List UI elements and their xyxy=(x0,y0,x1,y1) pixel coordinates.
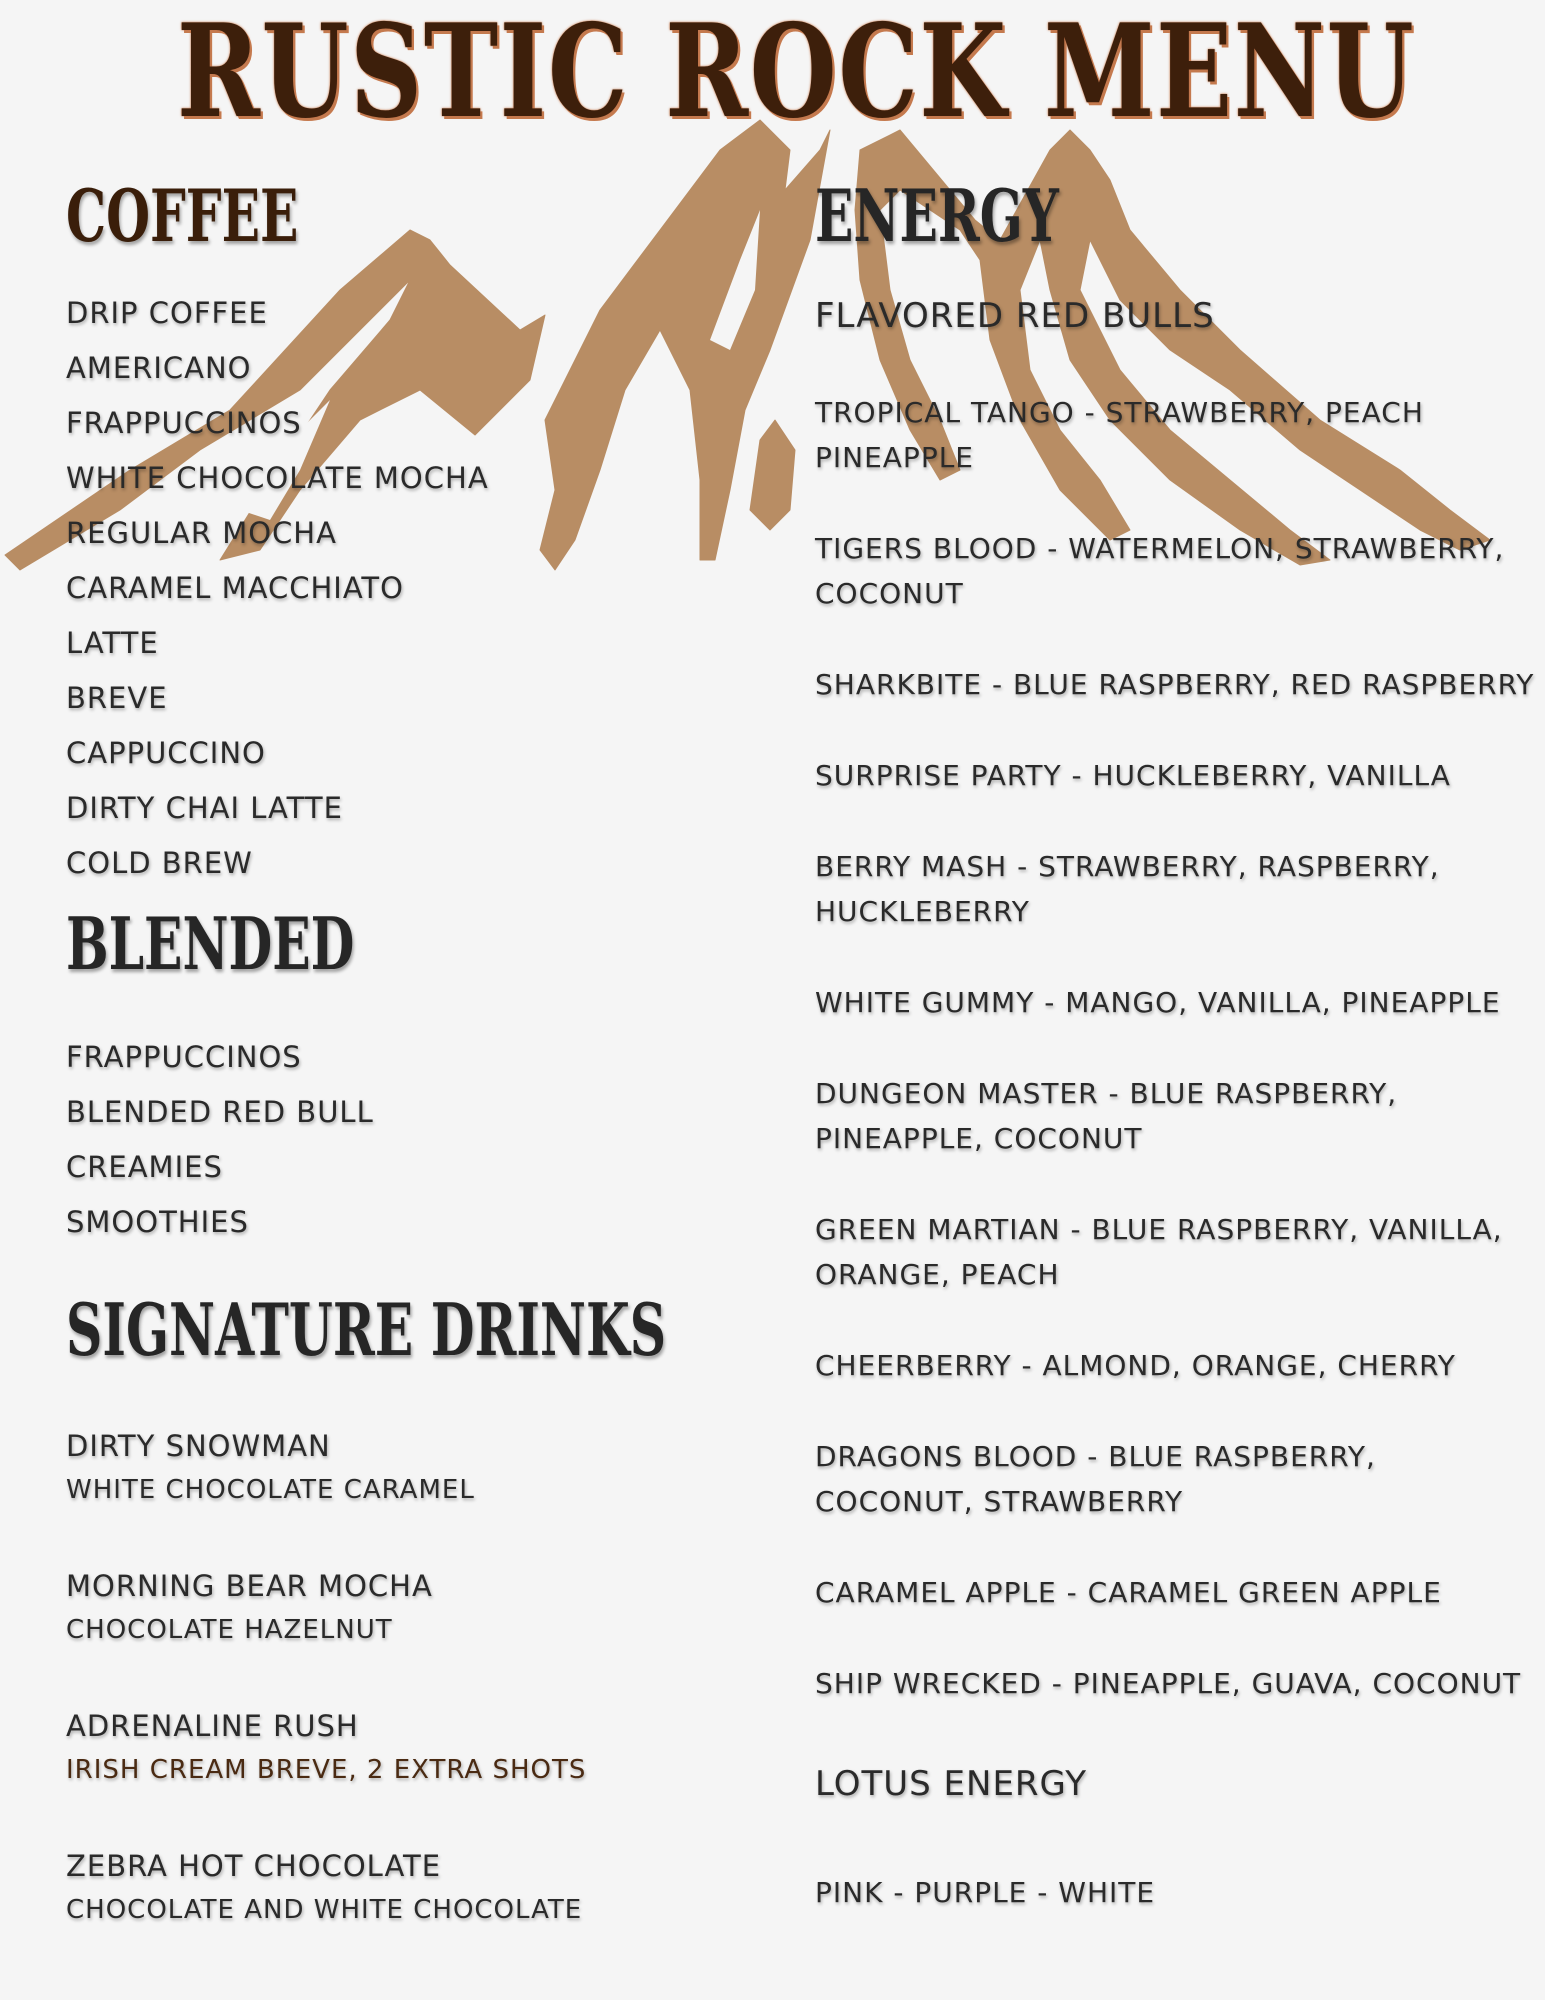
blended-item: FRAPPUCCINOS xyxy=(66,1040,302,1074)
coffee-item: COLD BREW xyxy=(66,846,253,880)
coffee-item: AMERICANO xyxy=(66,351,252,385)
red-bull-flavor-item: CARAMEL APPLE - CARAMEL GREEN APPLE xyxy=(815,1576,1442,1609)
mountain-ridge-a xyxy=(750,420,795,530)
red-bull-flavor-item: WHITE GUMMY - MANGO, VANILLA, PINEAPPLE xyxy=(815,986,1501,1019)
red-bull-flavor-item: SHARKBITE - BLUE RASPBERRY, RED RASPBERRY xyxy=(815,668,1535,701)
energy-list xyxy=(815,390,1535,1752)
blended-item: BLENDED RED BULL xyxy=(66,1095,374,1129)
lotus-heading: LOTUS ENERGY xyxy=(815,1764,1087,1804)
red-bull-flavor-item: TIGERS BLOOD - WATERMELON, STRAWBERRY, COCONUT xyxy=(815,532,1505,610)
red-bull-flavor-item: SHIP WRECKED - PINEAPPLE, GUAVA, COCONUT xyxy=(815,1667,1522,1700)
lotus-flavors: PINK - PURPLE - WHITE xyxy=(815,1876,1156,1909)
coffee-item: CARAMEL MACCHIATO xyxy=(66,571,404,605)
red-bull-flavor-item: DRAGONS BLOOD - BLUE RASPBERRY, COCONUT, STRAWBERRY xyxy=(815,1440,1376,1518)
signature-drink-desc: CHOCOLATE HAZELNUT xyxy=(66,1615,393,1645)
energy-section xyxy=(815,173,1163,258)
coffee-item: BREVE xyxy=(66,681,168,715)
signature-drink-name: ADRENALINE RUSH xyxy=(66,1709,359,1743)
coffee-item: DRIP COFFEE xyxy=(66,296,268,330)
coffee-section xyxy=(66,173,398,258)
coffee-item: CAPPUCCINO xyxy=(66,736,266,770)
signature-drink xyxy=(66,1704,586,1844)
menu-title: RUSTIC ROCK MENU xyxy=(176,0,1416,147)
red-bull-flavor-item: BERRY MASH - STRAWBERRY, RASPBERRY, HUCKLEBERRY xyxy=(815,850,1440,928)
signature-drink-name: DIRTY SNOWMAN xyxy=(66,1429,331,1463)
red-bull-flavor-item: SURPRISE PARTY - HUCKLEBERRY, VANILLA xyxy=(815,759,1451,792)
signature-drink-name: MORNING BEAR MOCHA xyxy=(66,1569,433,1603)
red-bull-flavor-item: CHEERBERRY - ALMOND, ORANGE, CHERRY xyxy=(815,1349,1456,1382)
coffee-heading: COFFEE xyxy=(66,173,299,258)
signature-drink-desc: IRISH CREAM BREVE, 2 EXTRA SHOTS xyxy=(66,1755,587,1785)
signature-section xyxy=(66,1287,923,1372)
signature-drink-desc: CHOCOLATE AND WHITE CHOCOLATE xyxy=(66,1895,583,1925)
blended-section xyxy=(66,901,478,986)
signature-heading: SIGNATURE DRINKS xyxy=(66,1287,667,1372)
blended-heading: BLENDED xyxy=(66,901,355,986)
blended-list xyxy=(66,1030,374,1250)
blended-item: CREAMIES xyxy=(66,1150,223,1184)
red-bull-flavor-item: TROPICAL TANGO - STRAWBERRY, PEACH PINEAPPLE xyxy=(815,396,1424,474)
signature-drink xyxy=(66,1424,586,1564)
signature-drink-desc: WHITE CHOCOLATE CARAMEL xyxy=(66,1475,475,1505)
signature-drink xyxy=(66,1844,586,1984)
coffee-item: LATTE xyxy=(66,626,159,660)
red-bull-flavor-item: GREEN MARTIAN - BLUE RASPBERRY, VANILLA, ORANGE, PEACH xyxy=(815,1213,1503,1291)
coffee-item: DIRTY CHAI LATTE xyxy=(66,791,343,825)
signature-drink xyxy=(66,1564,586,1704)
energy-heading: ENERGY xyxy=(815,173,1059,258)
coffee-item: REGULAR MOCHA xyxy=(66,516,337,550)
coffee-item: WHITE CHOCOLATE MOCHA xyxy=(66,461,489,495)
red-bull-subheading: FLAVORED RED BULLS xyxy=(815,296,1215,336)
blended-item: SMOOTHIES xyxy=(66,1205,249,1239)
red-bull-flavor-item: DUNGEON MASTER - BLUE RASPBERRY, PINEAPPLE, COCONUT xyxy=(815,1077,1398,1155)
coffee-list xyxy=(66,286,489,891)
coffee-item: FRAPPUCCINOS xyxy=(66,406,302,440)
signature-drink-name: ZEBRA HOT CHOCOLATE xyxy=(66,1849,442,1883)
signature-list xyxy=(66,1424,586,1984)
